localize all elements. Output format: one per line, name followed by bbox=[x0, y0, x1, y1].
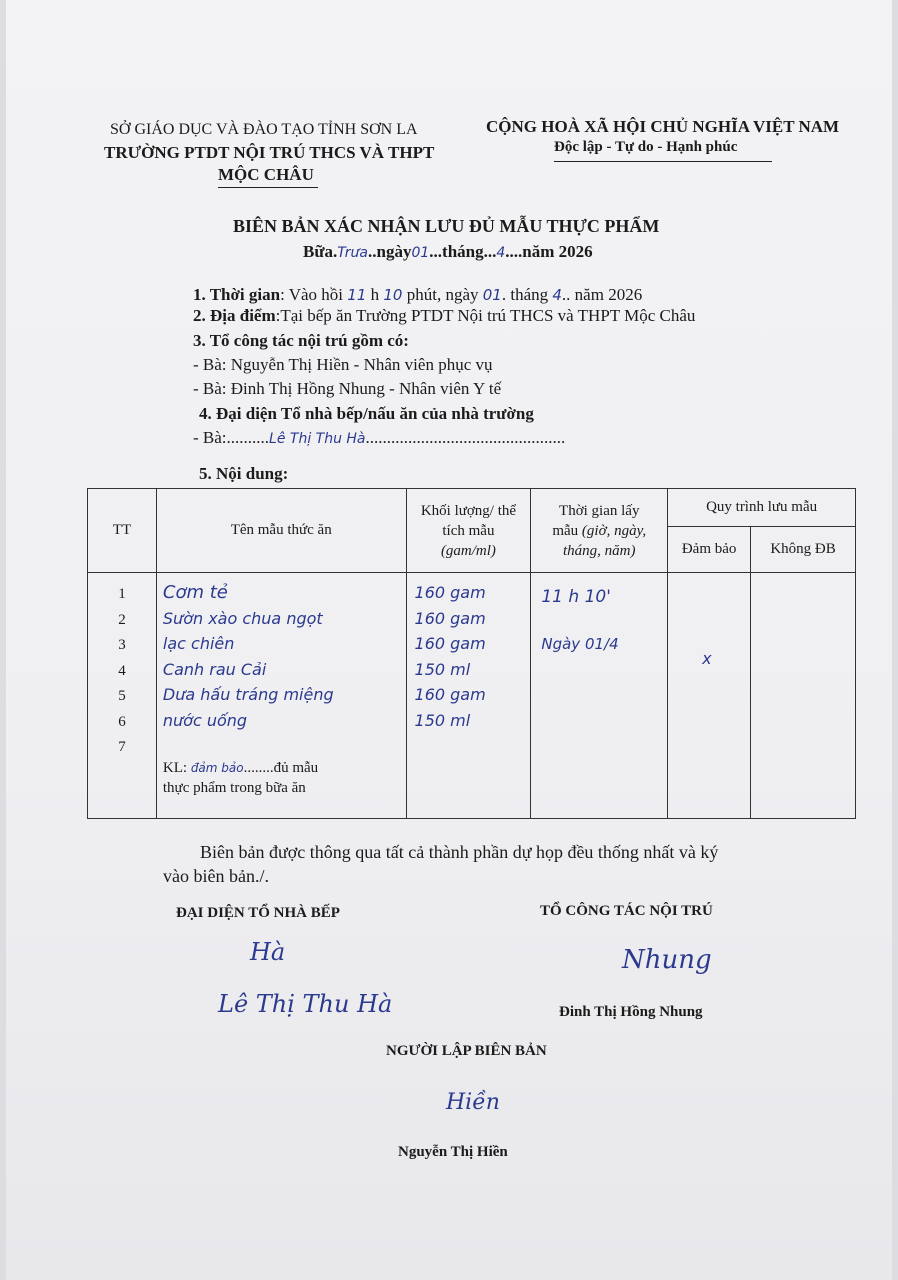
section-time bbox=[193, 285, 642, 305]
maker-sign-title: NGƯỜI LẬP BIÊN BẢN bbox=[386, 1043, 547, 1059]
conclusion-prefix: KL: bbox=[162, 760, 191, 776]
header-right-underline bbox=[554, 161, 772, 162]
kitchen-sign-title: ĐẠI DIỆN TỔ NHÀ BẾP bbox=[176, 905, 340, 921]
tt-column bbox=[88, 573, 157, 773]
header-food-name: Tên mẫu thức ăn bbox=[156, 489, 406, 573]
section-kitchen-label: 4. Đại diện Tổ nhà bếp/nấu ăn của nhà trường bbox=[199, 404, 534, 423]
food-weight: 160 gam bbox=[414, 608, 486, 628]
ensure-column bbox=[668, 573, 751, 819]
department-name: SỞ GIÁO DỤC VÀ ĐÀO TẠO TỈNH SƠN LA bbox=[110, 121, 418, 138]
food-weight: 160 gam bbox=[414, 685, 486, 704]
conclusion-line2: thực phẩm trong bữa ăn bbox=[162, 780, 306, 796]
food-name-column bbox=[156, 573, 406, 819]
not-ensure-column bbox=[751, 573, 856, 819]
header-time-line1: Thời gian lấy bbox=[559, 502, 640, 519]
meal-year-label: ....năm 2026 bbox=[505, 242, 593, 261]
board-signature: Nhung bbox=[622, 945, 712, 975]
maker-signature: Hiền bbox=[446, 1090, 500, 1115]
time-day: 01 bbox=[482, 286, 502, 304]
school-name-line1: TRƯỜNG PTDT NỘI TRÚ THCS VÀ THPT bbox=[104, 143, 435, 162]
sample-date: Ngày 01/4 bbox=[541, 635, 619, 653]
section-content-label: 5. Nội dung: bbox=[199, 464, 289, 483]
meal-month-value: 4 bbox=[496, 245, 506, 261]
ensure-mark: x bbox=[702, 649, 712, 668]
meal-value: Trưa bbox=[337, 245, 368, 261]
kitchen-rep-name: Lê Thị Thu Hà bbox=[269, 431, 366, 447]
section-team-label: 3. Tổ công tác nội trú gồm có: bbox=[193, 331, 409, 350]
kitchen-signature: Hà bbox=[250, 938, 286, 966]
header-ensure: Đảm bảo bbox=[668, 527, 751, 573]
food-name: lạc chiên bbox=[162, 634, 235, 653]
time-minute: 10 bbox=[383, 286, 403, 304]
closing-line1: Biên bản được thông qua tất cả thành phần dự họp đều thống nhất và ký bbox=[200, 842, 719, 862]
closing-line2: vào biên bản./. bbox=[163, 866, 269, 886]
meal-day-label: ..ngày bbox=[367, 242, 412, 261]
tt-empty-cell bbox=[88, 773, 157, 819]
header-weight-line3: (gam/ml) bbox=[440, 542, 496, 559]
time-hour: 11 bbox=[347, 286, 367, 304]
header-weight-line1: Khối lượng/ thể bbox=[420, 502, 517, 519]
national-motto: Độc lập - Tự do - Hạnh phúc bbox=[554, 139, 738, 155]
kitchen-rep-dots-1: .......... bbox=[226, 428, 270, 447]
food-name: Cơm tẻ bbox=[162, 582, 228, 603]
kitchen-rep-line bbox=[193, 428, 565, 448]
team-member-2: - Bà: Đinh Thị Hồng Nhung - Nhân viên Y tế bbox=[193, 379, 502, 398]
time-text-c: phút, ngày bbox=[406, 285, 479, 304]
food-name-empty bbox=[163, 733, 406, 758]
kitchen-handwritten-name: Lê Thị Thu Hà bbox=[218, 990, 393, 1018]
section-location-text: :Tại bếp ăn Trường PTDT Nội trú THCS và THPT Mộc Châu bbox=[275, 306, 696, 325]
row-tt: 6 bbox=[118, 713, 126, 730]
food-name: Dưa hấu tráng miệng bbox=[162, 685, 334, 704]
food-weight: 160 gam bbox=[414, 583, 486, 602]
header-time bbox=[531, 489, 668, 573]
team-member-1: - Bà: Nguyễn Thị Hiền - Nhân viên phục vụ bbox=[193, 355, 493, 374]
time-text-d: . tháng bbox=[501, 285, 549, 304]
row-tt: 7 bbox=[118, 739, 126, 755]
food-weight: 150 ml bbox=[414, 659, 471, 679]
time-text-b: h bbox=[370, 285, 380, 304]
food-weight: 150 ml bbox=[414, 710, 471, 730]
section-location bbox=[193, 306, 695, 326]
food-sample-table bbox=[87, 488, 856, 819]
conclusion bbox=[163, 758, 406, 798]
kitchen-rep-prefix: - Bà: bbox=[193, 428, 227, 447]
meal-prefix: Bữa. bbox=[303, 242, 338, 261]
header-time-line2: mẫu (giờ, ngày, bbox=[552, 522, 647, 539]
school-name-line2: MỘC CHÂU bbox=[218, 165, 314, 184]
header-left-underline bbox=[218, 187, 318, 188]
header-not-ensure: Không ĐB bbox=[751, 527, 856, 573]
row-tt: 5 bbox=[118, 688, 126, 704]
time-month: 4 bbox=[552, 286, 562, 304]
section-time-label: 1. Thời gian bbox=[193, 285, 281, 304]
maker-name: Nguyễn Thị Hiền bbox=[398, 1144, 508, 1160]
time-text-e: .. năm 2026 bbox=[561, 285, 643, 304]
meal-date-line bbox=[303, 242, 593, 262]
sample-time-column bbox=[531, 573, 668, 819]
sample-time: 11 h 10' bbox=[541, 587, 611, 607]
section-location-label: 2. Địa điểm bbox=[193, 306, 276, 325]
food-name: Sườn xào chua ngọt bbox=[162, 608, 323, 628]
board-sign-title: TỔ CÔNG TÁC NỘI TRÚ bbox=[540, 903, 713, 919]
row-tt: 3 bbox=[118, 637, 126, 653]
food-name: nước uống bbox=[162, 710, 248, 730]
food-name: Canh rau Cải bbox=[162, 659, 267, 679]
row-tt: 1 bbox=[118, 586, 126, 602]
header-time-line3: tháng, năm) bbox=[563, 542, 636, 559]
header-weight-line2: tích mẫu bbox=[442, 522, 495, 539]
time-text-a: : Vào hồi bbox=[280, 285, 344, 304]
header-tt: TT bbox=[88, 489, 157, 573]
board-member-name: Đinh Thị Hồng Nhung bbox=[559, 1004, 703, 1020]
header-process: Quy trình lưu mẫu bbox=[668, 489, 856, 527]
food-weight: 160 gam bbox=[414, 634, 486, 653]
row-tt: 2 bbox=[118, 611, 126, 628]
conclusion-suffix: ........đủ mẫu bbox=[243, 760, 319, 776]
document-title: BIÊN BẢN XÁC NHẬN LƯU ĐỦ MẪU THỰC PHẨM bbox=[233, 216, 660, 236]
meal-day-value: 01 bbox=[411, 245, 430, 261]
kitchen-rep-dots-2: ............................................... bbox=[365, 428, 566, 447]
row-tt: 4 bbox=[118, 662, 126, 679]
country-name: CỘNG HOÀ XÃ HỘI CHỦ NGHĨA VIỆT NAM bbox=[486, 117, 840, 136]
meal-month-label: ...tháng... bbox=[429, 242, 497, 261]
weight-column bbox=[406, 573, 531, 819]
conclusion-value: đảm bảo bbox=[190, 761, 244, 775]
header-weight bbox=[406, 489, 531, 573]
